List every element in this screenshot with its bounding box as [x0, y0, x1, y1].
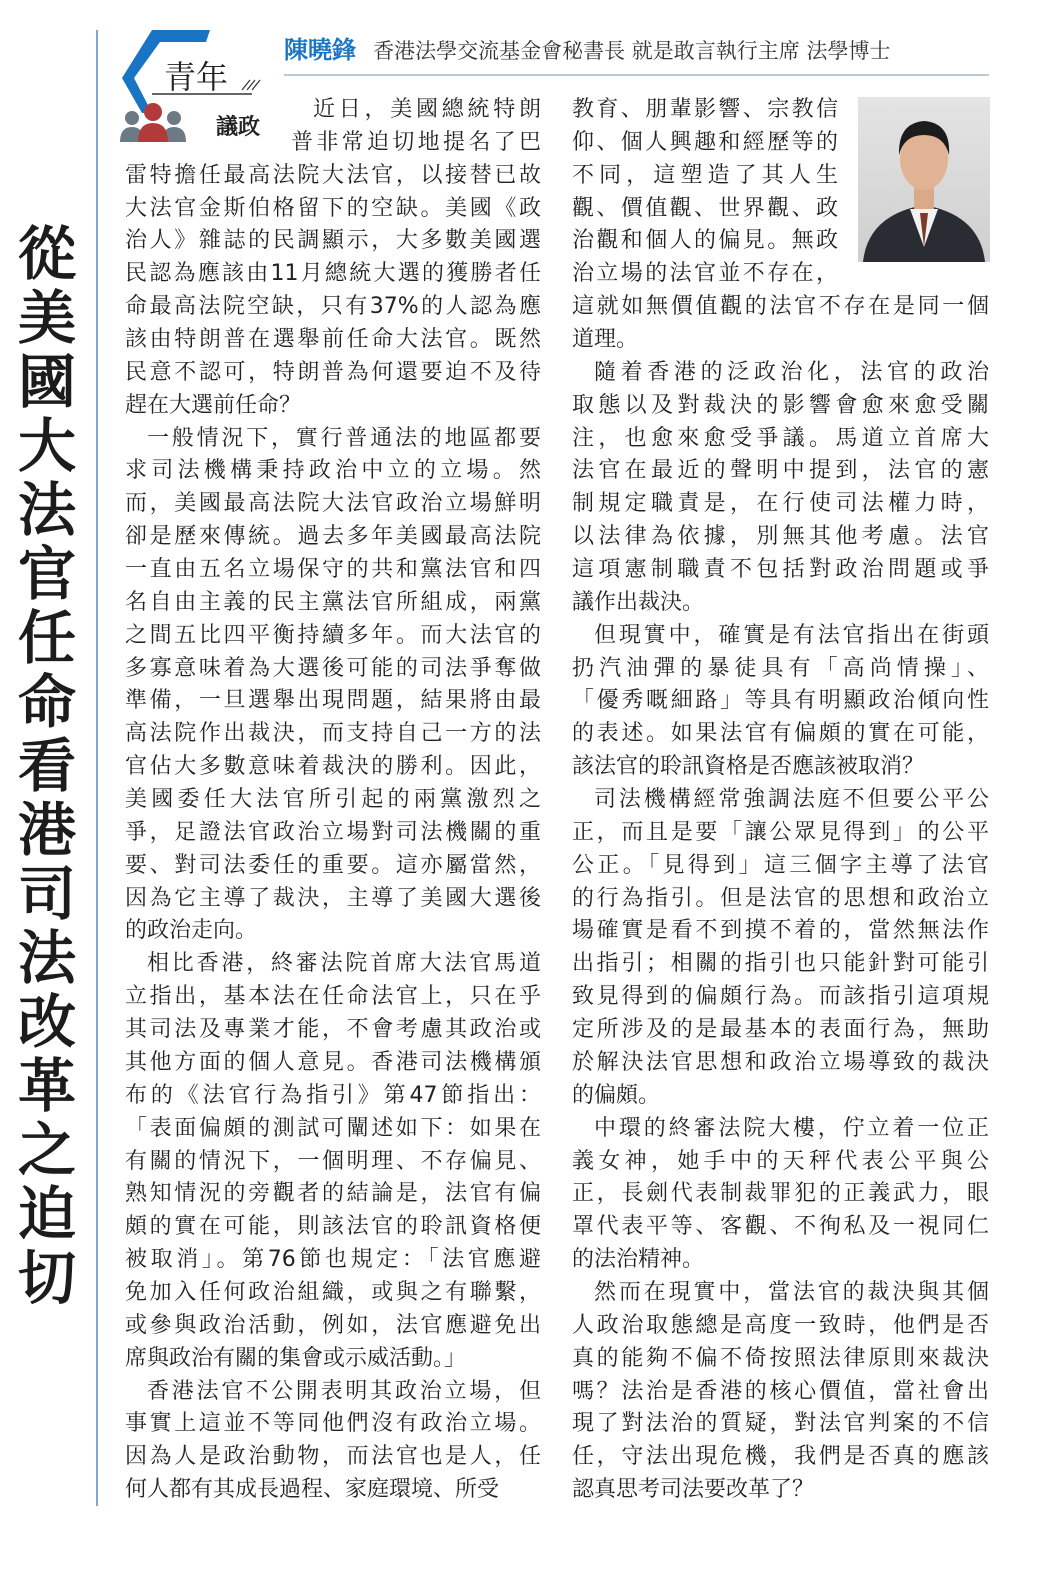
- text-line: 該法官的聆訊資格是否應該被取消？: [572, 754, 925, 780]
- text-line: 然而在現實中，當法官的裁決與其個: [594, 1279, 989, 1305]
- text-line: 一般情況下，實行普通法的地區都要: [147, 425, 541, 451]
- logo-text-politics: 議政: [216, 115, 261, 140]
- text-line: 或參與政治活動，例如，法官應避免出: [125, 1312, 541, 1338]
- text-line: 義女神，她手中的天秤代表公平與公: [572, 1148, 989, 1174]
- text-line: 正，長劍代表制裁罪犯的正義武力，眼: [572, 1181, 989, 1207]
- headline-char: 命: [17, 668, 76, 736]
- text-line: 治人》雜誌的民調顯示，大多數美國選: [125, 228, 541, 254]
- text-line: 「表面偏頗的測試可闡述如下：如果在: [125, 1115, 541, 1141]
- text-line: 致見得到的偏頗行為。而該指引這項規: [572, 984, 989, 1010]
- text-line: 民認為應該由11月總統大選的獲勝者任: [125, 261, 541, 287]
- text-line: 美國委任大法官所引起的兩黨激烈之: [125, 787, 541, 813]
- text-line: 被取消」。第76節也規定：「法官應避: [125, 1247, 541, 1273]
- text-line: 香港法官不公開表明其政治立場，但: [147, 1378, 541, 1404]
- text-line: 仰、個人興趣和經歷等的: [572, 129, 838, 155]
- text-line: 扔汽油彈的暴徒具有「高尚情操」、: [572, 655, 989, 681]
- text-line: 一直由五名立場保守的共和黨法官和四: [125, 557, 541, 583]
- text-line: 人政治取態總是高度一致時，他們是否: [572, 1312, 989, 1338]
- headline-char: 看: [17, 732, 76, 800]
- text-line: 該由特朗普在選舉前任命大法官。既然: [125, 327, 541, 353]
- text-line: 的偏頗。: [572, 1082, 661, 1108]
- text-line: 熟知情況的旁觀者的結論是，法官有偏: [125, 1181, 541, 1207]
- logo-text-youth: 青年: [164, 58, 229, 96]
- headline-char: 美: [17, 284, 76, 352]
- text-line: 這項憲制職責不包括對政治問題或爭: [572, 557, 989, 583]
- text-line: 多寡意味着為大選後可能的司法爭奪做: [125, 655, 541, 681]
- column-divider: [96, 30, 98, 1506]
- text-line: 民意不認可，特朗普為何還要迫不及待: [125, 359, 541, 385]
- text-line: 道理。: [572, 327, 639, 353]
- text-line: 之間五比四平衡持續多年。而大法官的: [125, 622, 541, 648]
- text-line: 嗎？法治是香港的核心價值，當社會出: [572, 1378, 989, 1404]
- headline-char: 國: [17, 348, 76, 416]
- text-line: 立指出，基本法在任命法官上，只在乎: [125, 984, 541, 1010]
- text-line: 近日，美國總統特朗: [313, 97, 541, 122]
- headline: [14, 222, 80, 1310]
- text-line: 這就如無價值觀的法官不存在是同一個: [572, 294, 989, 320]
- text-line: 「優秀嘅細路」等具有明顯政治傾向性: [572, 688, 989, 714]
- text-line: 治立場的法官並不存在，: [572, 261, 838, 287]
- author-role: 香港法學交流基金會秘書長 就是敢言執行主席 法學博士: [373, 39, 891, 63]
- text-line: 高法院作出裁決，而支持自己一方的法: [125, 721, 541, 747]
- text-line: 取態以及對裁決的影響會愈來愈受關: [572, 392, 989, 418]
- text-line: 席與政治有關的集會或示威活動。」: [125, 1345, 467, 1371]
- text-line: 雷特擔任最高法院大法官，以接替已故: [125, 162, 541, 188]
- text-line: 其他方面的個人意見。香港司法機構頒: [125, 1049, 541, 1075]
- text-line: 教育、朋輩影響、宗教信: [572, 97, 838, 122]
- text-line: 卻是歷來傳統。過去多年美國最高法院: [125, 524, 541, 550]
- headline-char: 改: [17, 988, 76, 1056]
- text-line: 因為人是政治動物，而法官也是人，任: [125, 1444, 541, 1470]
- text-line: 認真思考司法要改革了？: [572, 1477, 815, 1503]
- text-line: 免加入任何政治組織，或與之有聯繫，: [125, 1279, 541, 1305]
- text-line: 但現實中，確實是有法官指出在街頭: [594, 622, 989, 648]
- text-line: 中環的終審法院大樓，佇立着一位正: [594, 1115, 989, 1141]
- headline-char: 法: [17, 924, 76, 992]
- text-line: 司法機構經常強調法庭不但要公平公: [594, 787, 989, 813]
- author-name: 陳曉鋒: [284, 36, 356, 64]
- text-line: 趕在大選前任命？: [125, 392, 302, 418]
- text-line: 的行為指引。但是法官的思想和政治立: [572, 885, 989, 911]
- headline-char: 大: [17, 412, 76, 480]
- text-line: 的政治走向。: [125, 918, 258, 944]
- text-line: 何人都有其成長過程、家庭環境、所受: [125, 1477, 500, 1503]
- text-line: 真的能夠不偏不倚按照法律原則來裁決: [572, 1345, 989, 1371]
- headline-char: 之: [17, 1116, 76, 1184]
- text-line: 法官在最近的聲明中提到，法官的憲: [572, 458, 989, 484]
- text-line: 隨着香港的泛政治化，法官的政治: [594, 359, 989, 385]
- article-column-right: [572, 94, 989, 1507]
- text-line: 於解決法官思想和政治立場導致的裁決: [572, 1049, 989, 1075]
- text-line: 公正。「見得到」這三個字主導了法官: [572, 852, 989, 878]
- text-line: 任，守法出現危機，我們是否真的應該: [572, 1444, 989, 1470]
- text-line: 要、對司法委任的重要。這亦屬當然，: [125, 852, 541, 878]
- text-line: 觀、價值觀、世界觀、政: [572, 195, 838, 221]
- text-line: 以法律為依據，別無其他考慮。法官: [572, 524, 989, 550]
- text-line: 相比香港，終審法院首席大法官馬道: [147, 951, 541, 977]
- headline-char: 港: [17, 796, 76, 864]
- headline-char: 法: [17, 476, 76, 544]
- text-line: 現了對法治的質疑，對法官判案的不信: [572, 1411, 989, 1437]
- text-line: 爭，足證法官政治立場對司法機關的重: [125, 819, 541, 845]
- headline-char: 任: [17, 604, 76, 672]
- text-line: 名自由主義的民主黨法官所組成，兩黨: [125, 589, 541, 615]
- text-line: 普非常迫切地提名了巴: [291, 129, 541, 155]
- headline-char: 切: [17, 1244, 76, 1312]
- text-line: 治觀和個人的偏見。無政: [572, 228, 838, 254]
- text-line: 求司法機構秉持政治中立的立場。然: [125, 458, 541, 484]
- text-line: 布的《法官行為指引》第47節指出：: [125, 1082, 541, 1108]
- headline-char: 司: [17, 860, 76, 928]
- text-line: 有關的情況下，一個明理、不存偏見、: [125, 1148, 541, 1174]
- headline-char: 從: [17, 220, 76, 288]
- byline: [284, 30, 989, 76]
- text-line: 事實上這並不等同他們沒有政治立場。: [125, 1411, 541, 1437]
- text-line: 的表述。如果法官有偏頗的實在可能，: [572, 721, 989, 747]
- text-line: 而，美國最高法院大法官政治立場鮮明: [125, 491, 541, 517]
- headline-char: 迫: [17, 1180, 76, 1248]
- text-line: 制規定職責是，在行使司法權力時，: [572, 491, 989, 517]
- text-line: 頗的實在可能，則該法官的聆訊資格便: [125, 1214, 541, 1240]
- text-line: 官佔大多數意味着裁決的勝利。因此，: [125, 754, 541, 780]
- text-line: 正，而且是要「讓公眾見得到」的公平: [572, 819, 989, 845]
- text-line: 定所涉及的是最基本的表面行為，無助: [572, 1017, 989, 1043]
- headline-char: 官: [17, 540, 76, 608]
- text-line: 大法官金斯伯格留下的空缺。美國《政: [125, 195, 541, 221]
- text-line: 罩代表平等、客觀、不徇私及一視同仁: [572, 1214, 989, 1240]
- text-line: 的法治精神。: [572, 1247, 705, 1273]
- headline-char: 革: [17, 1052, 76, 1120]
- text-line: 議作出裁決。: [572, 589, 705, 615]
- text-line: 不同，這塑造了其人生: [572, 162, 838, 188]
- text-line: 因為它主導了裁決，主導了美國大選後: [125, 885, 541, 911]
- text-line: 場確實是看不到摸不着的，當然無法作: [572, 918, 989, 944]
- article-column-left: [125, 94, 541, 1507]
- text-line: 注，也愈來愈受爭議。馬道立首席大: [572, 425, 989, 451]
- text-line: 出指引；相關的指引也只能針對可能引: [572, 951, 989, 977]
- text-line: 準備，一旦選舉出現問題，結果將由最: [125, 688, 541, 714]
- text-line: 其司法及專業才能，不會考慮其政治或: [125, 1017, 541, 1043]
- text-line: 命最高法院空缺，只有37%的人認為應: [125, 294, 541, 320]
